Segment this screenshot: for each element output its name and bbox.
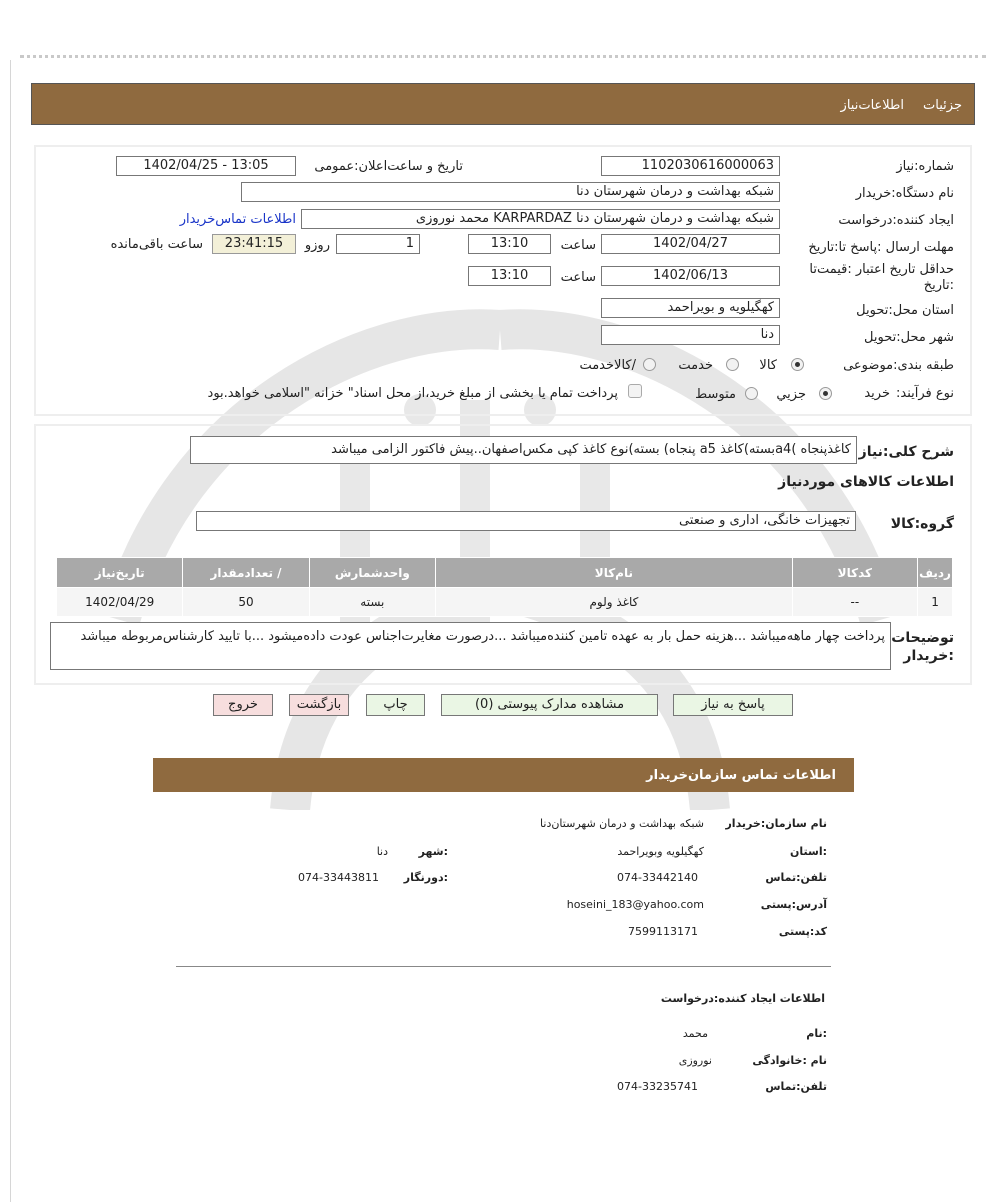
cell-quantity: 50 <box>183 588 309 617</box>
category-radio-goods[interactable] <box>791 358 804 371</box>
contact-fax-value: 074-33443811 <box>298 871 379 884</box>
items-title: اطلاعات کالاهای مورد‌نیاز <box>778 474 954 490</box>
items-table <box>56 557 953 617</box>
treasury-payment-checkbox[interactable] <box>628 384 642 398</box>
cell-unit: بسته <box>309 588 436 617</box>
contact-info-title: اطلاعات تماس سازمان‌خریدار <box>646 768 836 783</box>
contact-address-value: hoseini_183@yahoo.com <box>566 898 704 911</box>
cell-code: -- <box>792 588 917 617</box>
category-label: طبقه بندی:موضوعی <box>843 358 954 373</box>
buyer-org-field: شبکه بهداشت و درمان شهرستان دنا <box>241 182 780 202</box>
contact-city-value: دنا <box>376 845 388 858</box>
col-name: نام‌کالا <box>436 558 793 588</box>
remaining-label: ساعت باقی‌مانده <box>110 237 203 252</box>
header-bar <box>31 83 975 125</box>
creator-family-value: نوروزی <box>678 1054 712 1067</box>
validity-time-field: 13:10 <box>468 266 551 286</box>
need-number-label: شماره:نیاز <box>896 159 954 174</box>
col-date: تاریخ‌نیاز <box>57 558 183 588</box>
contact-postal-value: 7599113171 <box>628 925 698 938</box>
city-label: شهر محل:تحویل <box>864 330 954 345</box>
contact-postal-label: کد:پستی <box>778 925 827 938</box>
left-border <box>10 60 11 1202</box>
cell-row: 1 <box>918 588 953 617</box>
process-option-minor: جزیي <box>776 387 806 402</box>
province-label: استان محل:تحویل <box>856 303 954 318</box>
creator-family-label: نام :خانوادگی <box>752 1054 827 1067</box>
contact-phone-label: تلفن:تماس <box>765 871 827 884</box>
days-label: روزو <box>304 238 330 253</box>
contact-phone-value: 074-33442140 <box>617 871 698 884</box>
validity-label: حداقل تاریخ اعتبار :قیمت‌تا <box>809 262 954 277</box>
process-radio-minor[interactable] <box>819 387 832 400</box>
deadline-time-field: 13:10 <box>468 234 551 254</box>
col-unit: واحدشمارش <box>309 558 436 588</box>
cell-name: کاغذ ولوم <box>436 588 793 617</box>
cell-date: 1402/04/29 <box>57 588 183 617</box>
deadline-label: مهلت ارسال :پاسخ تا:تاریخ <box>808 240 954 255</box>
exit-button[interactable]: خروج <box>213 694 273 716</box>
contact-province-label: :استان <box>790 845 827 858</box>
category-option-goods: کالا <box>759 358 777 373</box>
table-row <box>57 588 953 617</box>
buyer-contact-link[interactable]: اطلاعات تماس‌خریدار <box>179 212 296 227</box>
validity-time-label: ساعت <box>560 270 596 285</box>
deadline-time-label: ساعت <box>560 238 596 253</box>
remaining-time: 23:41:15 <box>212 234 296 254</box>
need-number-field: 1102030616000063 <box>601 156 780 176</box>
creator-field: شبکه بهداشت و درمان شهرستان دنا KARPARDAZ محمد نوروزی <box>301 209 780 229</box>
creator-name-label: :نام <box>806 1027 827 1040</box>
announce-date-label: تاریخ و ساعت‌اعلان:عمومی <box>314 159 463 174</box>
summary-label: شرح کلی:نیاز <box>858 444 954 460</box>
creator-phone-value: 074-33235741 <box>617 1080 698 1093</box>
org-name-value: شبکه بهداشت و درمان شهرستان‌دنا <box>540 817 704 830</box>
category-radio-goods-service[interactable] <box>643 358 656 371</box>
process-buy-label: خرید <box>864 386 890 401</box>
announce-date-field: 1402/04/25 - 13:05 <box>116 156 296 176</box>
contact-province-value: کهگیلویه وبویراحمد <box>617 845 704 858</box>
attachments-button[interactable]: مشاهده مدارک پیوستی (0) <box>441 694 658 716</box>
contact-city-label: :شهر <box>418 845 448 858</box>
tab-details[interactable]: جزئیات <box>923 98 962 113</box>
process-option-medium: متوسط <box>695 387 736 402</box>
reply-button[interactable]: پاسخ به نیاز <box>673 694 793 716</box>
back-button[interactable]: بازگشت <box>289 694 349 716</box>
buyer-org-label: نام دستگاه:خریدار <box>855 186 954 201</box>
validity-label-2: :تاریخ <box>923 278 954 293</box>
goods-group-field: تجهیزات خانگی، اداری و صنعتی <box>196 511 856 531</box>
buyer-notes-field: پرداخت چهار ماهه‌میباشد ...هزینه حمل بار به عهده تامین کننده‌میباشد ...درصورت مغایرت‌اجناس عودت داده‌میشود ...با تایید کارشناس‌مربوطه میباشد <box>50 622 891 670</box>
creator-phone-label: تلفن:تماس <box>765 1080 827 1093</box>
contact-address-label: آدرس:پستی <box>760 898 827 911</box>
province-field: کهگیلویه و بویراحمد <box>601 298 780 318</box>
col-code: کدکالا <box>792 558 917 588</box>
goods-group-label: گروه:کالا <box>890 516 954 532</box>
creator-name-value: محمد <box>682 1027 708 1040</box>
days-field: 1 <box>336 234 420 254</box>
creator-label: ایجاد کننده:درخواست <box>838 213 954 228</box>
buyer-notes-label-2: :خریدار <box>903 648 954 664</box>
contact-info-bar <box>153 758 854 792</box>
items-table-header <box>57 558 953 588</box>
creator-info-title: اطلاعات ایجاد کننده:درخواست <box>660 992 825 1005</box>
treasury-payment-note: پرداخت تمام یا بخشی از مبلغ خرید،از محل اسناد" خزانه "اسلامی خواهد.بود <box>207 386 618 401</box>
contact-divider <box>176 966 831 967</box>
top-dotted-divider <box>20 55 986 58</box>
process-label: نوع فرآیند: <box>896 386 954 401</box>
print-button[interactable]: چاپ <box>366 694 425 716</box>
category-radio-service[interactable] <box>726 358 739 371</box>
category-option-goods-service: /کالاخدمت <box>579 358 636 373</box>
category-option-service: خدمت <box>678 358 713 373</box>
validity-date-field: 1402/06/13 <box>601 266 780 286</box>
process-radio-medium[interactable] <box>745 387 758 400</box>
summary-field: کاغذپنجاه )a4بسته)کاغذ a5 پنجاه) بسته)نوع کاغذ کپی مکس‌اصفهان..پیش فاکتور الزامی میباشد <box>190 436 857 464</box>
col-quantity: / تعدادمقدار <box>183 558 309 588</box>
city-field: دنا <box>601 325 780 345</box>
contact-fax-label: :دورنگار <box>403 871 448 884</box>
org-name-label: نام سازمان:خریدار <box>725 817 827 830</box>
buyer-notes-label: توضیحات <box>891 630 954 646</box>
tab-need-info[interactable]: اطلاعات‌نیاز <box>840 98 904 113</box>
deadline-date-field: 1402/04/27 <box>601 234 780 254</box>
col-row: ردیف <box>918 558 953 588</box>
